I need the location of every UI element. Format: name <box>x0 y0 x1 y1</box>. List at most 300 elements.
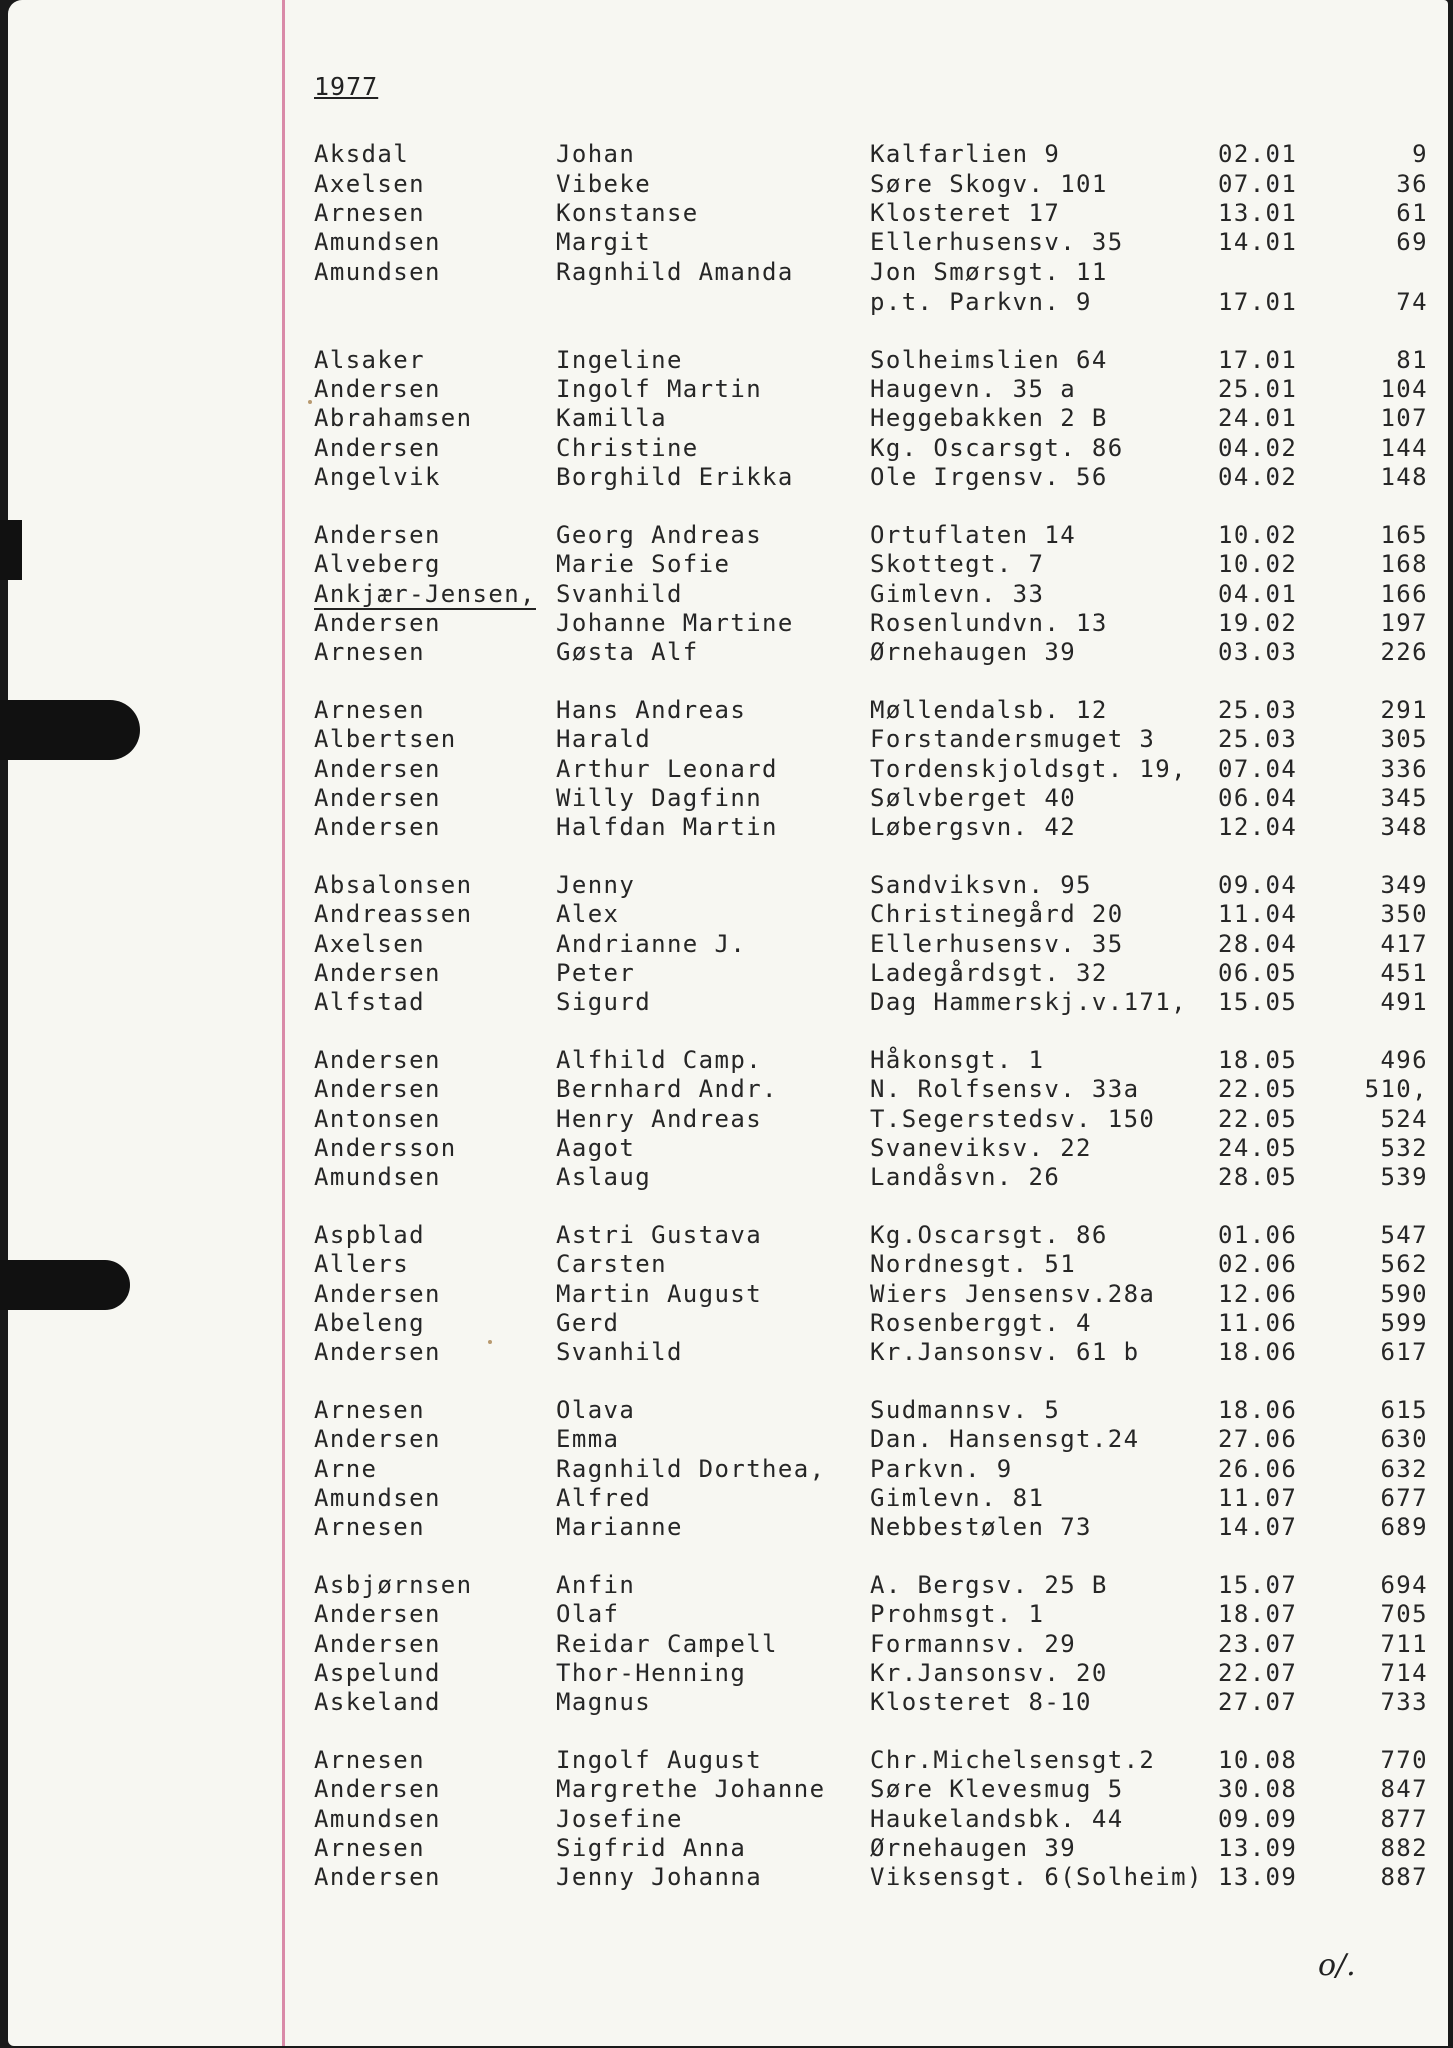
entry-number: 524 <box>1380 1105 1428 1133</box>
register-row <box>8 140 1448 170</box>
entry-number: 349 <box>1380 871 1428 899</box>
register-row <box>8 258 1448 288</box>
date: 10.02 <box>1218 550 1298 578</box>
given-name: Magnus <box>556 1688 652 1716</box>
entry-number: 451 <box>1380 959 1428 987</box>
given-name: Aagot <box>556 1134 636 1162</box>
address: Formannsv. 29 <box>870 1630 1077 1658</box>
entry-number: 148 <box>1380 463 1428 491</box>
register-row <box>8 170 1448 200</box>
given-name: Henry Andreas <box>556 1105 763 1133</box>
entry-number: 599 <box>1380 1309 1428 1337</box>
address: Kalfarlien 9 <box>870 140 1061 168</box>
given-name: Harald <box>556 725 652 753</box>
date: 06.05 <box>1218 959 1298 987</box>
address: Forstandersmuget 3 <box>870 725 1156 753</box>
surname: Arnesen <box>314 638 425 666</box>
given-name: Arthur Leonard <box>556 755 778 783</box>
given-name: Sigfrid Anna <box>556 1834 747 1862</box>
given-name: Ingolf Martin <box>556 375 763 403</box>
date: 11.04 <box>1218 900 1298 928</box>
given-name: Margrethe Johanne <box>556 1775 826 1803</box>
register-row <box>8 1075 1448 1105</box>
address: Nebbestølen 73 <box>870 1513 1092 1541</box>
date: 13.09 <box>1218 1863 1298 1891</box>
register-row <box>8 725 1448 755</box>
register-row <box>8 1513 1448 1543</box>
entry-number: 291 <box>1380 696 1428 724</box>
address: Ladegårdsgt. 32 <box>870 959 1108 987</box>
register-row <box>8 580 1448 610</box>
entry-number: 887 <box>1380 1863 1428 1891</box>
surname: Andreassen <box>314 900 473 928</box>
address: Skottegt. 7 <box>870 550 1045 578</box>
surname: Andersen <box>314 1338 441 1366</box>
register-row <box>8 1571 1448 1601</box>
register-row <box>8 1134 1448 1164</box>
address: Svaneviksv. 22 <box>870 1134 1092 1162</box>
address: Parkvn. 9 <box>870 1455 1013 1483</box>
given-name: Jenny Johanna <box>556 1863 763 1891</box>
register-row <box>8 1338 1448 1368</box>
surname: Andersen <box>314 1863 441 1891</box>
date: 07.04 <box>1218 755 1298 783</box>
entry-number: 847 <box>1380 1775 1428 1803</box>
register-row <box>8 463 1448 493</box>
date: 22.05 <box>1218 1075 1298 1103</box>
entry-number: 705 <box>1380 1600 1428 1628</box>
register-row <box>8 988 1448 1018</box>
date: 15.07 <box>1218 1571 1298 1599</box>
register-row <box>8 1659 1448 1689</box>
register-row <box>8 1163 1448 1193</box>
date: 03.03 <box>1218 638 1298 666</box>
date: 25.03 <box>1218 696 1298 724</box>
entry-number: 74 <box>1396 288 1428 316</box>
register-row <box>8 1425 1448 1455</box>
date: 02.06 <box>1218 1250 1298 1278</box>
address: Dag Hammerskj.v.171, <box>870 988 1187 1016</box>
date: 04.02 <box>1218 463 1298 491</box>
surname: Aspelund <box>314 1659 441 1687</box>
date: 12.06 <box>1218 1280 1298 1308</box>
entry-number: 877 <box>1380 1805 1428 1833</box>
register-row <box>8 228 1448 258</box>
register-row <box>8 871 1448 901</box>
date: 10.08 <box>1218 1746 1298 1774</box>
date: 09.04 <box>1218 871 1298 899</box>
register-row <box>8 813 1448 843</box>
given-name: Reidar Campell <box>556 1630 778 1658</box>
address: Ørnehaugen 39 <box>870 638 1077 666</box>
surname: Andersen <box>314 1600 441 1628</box>
address: Rosenlundvn. 13 <box>870 609 1108 637</box>
surname: Amundsen <box>314 258 441 286</box>
address: Sølvberget 40 <box>870 784 1077 812</box>
given-name: Ragnhild Amanda <box>556 258 794 286</box>
date: 28.05 <box>1218 1163 1298 1191</box>
surname: Aksdal <box>314 140 410 168</box>
punch-hole <box>0 520 22 580</box>
given-name: Alfred <box>556 1484 652 1512</box>
address: Gimlevn. 33 <box>870 580 1045 608</box>
surname: Andersen <box>314 1046 441 1074</box>
given-name: Olaf <box>556 1600 620 1628</box>
address: Tordenskjoldsgt. 19, <box>870 755 1187 783</box>
register-row <box>8 550 1448 580</box>
register-row <box>8 1863 1448 1893</box>
surname: Asbjørnsen <box>314 1571 473 1599</box>
entry-number: 36 <box>1396 170 1428 198</box>
entry-number: 348 <box>1380 813 1428 841</box>
register-row <box>8 755 1448 785</box>
given-name: Gerd <box>556 1309 620 1337</box>
surname: Arnesen <box>314 1396 425 1424</box>
address: Møllendalsb. 12 <box>870 696 1108 724</box>
register-row <box>8 1309 1448 1339</box>
given-name: Johanne Martine <box>556 609 794 637</box>
register-row <box>8 521 1448 551</box>
address: Landåsvn. 26 <box>870 1163 1061 1191</box>
entry-number: 630 <box>1380 1425 1428 1453</box>
address: Gimlevn. 81 <box>870 1484 1045 1512</box>
given-name: Georg Andreas <box>556 521 763 549</box>
date: 25.01 <box>1218 375 1298 403</box>
register-row <box>8 1221 1448 1251</box>
surname: Arnesen <box>314 199 425 227</box>
surname: Abeleng <box>314 1309 425 1337</box>
date: 19.02 <box>1218 609 1298 637</box>
surname: Alveberg <box>314 550 441 578</box>
register-row <box>8 1455 1448 1485</box>
address: A. Bergsv. 25 B <box>870 1571 1108 1599</box>
address: Solheimslien 64 <box>870 346 1108 374</box>
surname: Absalonsen <box>314 871 473 899</box>
given-name: Konstanse <box>556 199 699 227</box>
date: 28.04 <box>1218 930 1298 958</box>
register-row <box>8 696 1448 726</box>
entry-number: 615 <box>1380 1396 1428 1424</box>
given-name: Hans Andreas <box>556 696 747 724</box>
surname: Andersen <box>314 1280 441 1308</box>
register-row <box>8 1046 1448 1076</box>
register-row <box>8 638 1448 668</box>
date: 18.06 <box>1218 1338 1298 1366</box>
date: 22.07 <box>1218 1659 1298 1687</box>
address: Løbergsvn. 42 <box>870 813 1077 841</box>
surname: Amundsen <box>314 1805 441 1833</box>
entry-number: 532 <box>1380 1134 1428 1162</box>
register-row <box>8 1280 1448 1310</box>
given-name: Alex <box>556 900 620 928</box>
address: Ellerhusensv. 35 <box>870 228 1124 256</box>
address: Håkonsgt. 1 <box>870 1046 1045 1074</box>
date: 26.06 <box>1218 1455 1298 1483</box>
register-row <box>8 1396 1448 1426</box>
date: 17.01 <box>1218 346 1298 374</box>
address: Kg.Oscarsgt. 86 <box>870 1221 1108 1249</box>
entry-number: 590 <box>1380 1280 1428 1308</box>
given-name: Astri Gustava <box>556 1221 763 1249</box>
given-name: Kamilla <box>556 404 667 432</box>
surname: Andersen <box>314 959 441 987</box>
given-name: Carsten <box>556 1250 667 1278</box>
surname: Albertsen <box>314 725 457 753</box>
date: 01.06 <box>1218 1221 1298 1249</box>
surname: Arnesen <box>314 696 425 724</box>
surname: Antonsen <box>314 1105 441 1133</box>
page-year: 1977 <box>314 72 379 101</box>
surname: Andersen <box>314 521 441 549</box>
register-row <box>8 784 1448 814</box>
entry-number: 104 <box>1380 375 1428 403</box>
surname: Abrahamsen <box>314 404 473 432</box>
surname: Askeland <box>314 1688 441 1716</box>
surname: Andersen <box>314 1425 441 1453</box>
given-name: Ragnhild Dorthea, <box>556 1455 826 1483</box>
date: 13.01 <box>1218 199 1298 227</box>
given-name: Peter <box>556 959 636 987</box>
given-name: Olava <box>556 1396 636 1424</box>
entry-number: 81 <box>1396 346 1428 374</box>
address: Ortuflaten 14 <box>870 521 1077 549</box>
entry-number: 882 <box>1380 1834 1428 1862</box>
surname: Axelsen <box>314 930 425 958</box>
given-name: Svanhild <box>556 580 683 608</box>
address: p.t. Parkvn. 9 <box>870 288 1092 316</box>
date: 14.01 <box>1218 228 1298 256</box>
entry-number: 9 <box>1412 140 1428 168</box>
entry-number: 632 <box>1380 1455 1428 1483</box>
entry-number: 61 <box>1396 199 1428 227</box>
date: 30.08 <box>1218 1775 1298 1803</box>
entry-number: 144 <box>1380 434 1428 462</box>
given-name: Willy Dagfinn <box>556 784 763 812</box>
register-row <box>8 609 1448 639</box>
surname: Ankjær-Jensen, <box>314 580 536 608</box>
address: Klosteret 17 <box>870 199 1061 227</box>
address: Wiers Jensensv.28a <box>870 1280 1156 1308</box>
date: 10.02 <box>1218 521 1298 549</box>
given-name: Martin August <box>556 1280 763 1308</box>
register-row <box>8 1484 1448 1514</box>
given-name: Anfin <box>556 1571 636 1599</box>
address: N. Rolfsensv. 33a <box>870 1075 1140 1103</box>
surname: Amundsen <box>314 1484 441 1512</box>
entry-number: 770 <box>1380 1746 1428 1774</box>
given-name: Halfdan Martin <box>556 813 778 841</box>
given-name: Ingolf August <box>556 1746 763 1774</box>
address: Ellerhusensv. 35 <box>870 930 1124 958</box>
address: Ole Irgensv. 56 <box>870 463 1108 491</box>
surname: Alsaker <box>314 346 425 374</box>
given-name: Sigurd <box>556 988 652 1016</box>
entry-number: 226 <box>1380 638 1428 666</box>
surname: Andersen <box>314 755 441 783</box>
entry-number: 689 <box>1380 1513 1428 1541</box>
date: 04.02 <box>1218 434 1298 462</box>
address: Kr.Jansonsv. 61 b <box>870 1338 1140 1366</box>
register-row <box>8 1746 1448 1776</box>
register-row <box>8 1688 1448 1718</box>
date: 17.01 <box>1218 288 1298 316</box>
date: 14.07 <box>1218 1513 1298 1541</box>
address: Kg. Oscarsgt. 86 <box>870 434 1124 462</box>
given-name: Alfhild Camp. <box>556 1046 763 1074</box>
register-row <box>8 959 1448 989</box>
date: 02.01 <box>1218 140 1298 168</box>
register-row <box>8 930 1448 960</box>
address: Søre Klevesmug 5 <box>870 1775 1124 1803</box>
register-row <box>8 1250 1448 1280</box>
date: 12.04 <box>1218 813 1298 841</box>
address: Sudmannsv. 5 <box>870 1396 1061 1424</box>
given-name: Christine <box>556 434 699 462</box>
given-name: Marianne <box>556 1513 683 1541</box>
surname: Andersen <box>314 784 441 812</box>
address: Dan. Hansensgt.24 <box>870 1425 1140 1453</box>
entry-number: 107 <box>1380 404 1428 432</box>
entry-number: 197 <box>1380 609 1428 637</box>
given-name: Svanhild <box>556 1338 683 1366</box>
surname: Andersen <box>314 434 441 462</box>
entry-number: 345 <box>1380 784 1428 812</box>
entry-number: 496 <box>1380 1046 1428 1074</box>
surname: Angelvik <box>314 463 441 491</box>
entry-number: 168 <box>1380 550 1428 578</box>
register-row <box>8 1630 1448 1660</box>
date: 18.07 <box>1218 1600 1298 1628</box>
given-name: Aslaug <box>556 1163 652 1191</box>
entry-number: 336 <box>1380 755 1428 783</box>
date: 24.05 <box>1218 1134 1298 1162</box>
given-name: Vibeke <box>556 170 652 198</box>
register-row <box>8 346 1448 376</box>
surname: Aspblad <box>314 1221 425 1249</box>
entry-number: 617 <box>1380 1338 1428 1366</box>
surname: Amundsen <box>314 228 441 256</box>
surname: Amundsen <box>314 1163 441 1191</box>
given-name: Thor-Henning <box>556 1659 747 1687</box>
entry-number: 733 <box>1380 1688 1428 1716</box>
document-page <box>8 0 1448 2046</box>
entry-number: 166 <box>1380 580 1428 608</box>
entry-number: 165 <box>1380 521 1428 549</box>
given-name: Gøsta Alf <box>556 638 699 666</box>
address: Rosenberggt. 4 <box>870 1309 1092 1337</box>
date: 04.01 <box>1218 580 1298 608</box>
entry-number: 714 <box>1380 1659 1428 1687</box>
date: 18.06 <box>1218 1396 1298 1424</box>
address: Nordnesgt. 51 <box>870 1250 1077 1278</box>
date: 18.05 <box>1218 1046 1298 1074</box>
date: 13.09 <box>1218 1834 1298 1862</box>
punch-hole <box>0 700 140 760</box>
entry-number: 417 <box>1380 930 1428 958</box>
entry-number: 350 <box>1380 900 1428 928</box>
surname: Arnesen <box>314 1834 425 1862</box>
date: 23.07 <box>1218 1630 1298 1658</box>
date: 27.07 <box>1218 1688 1298 1716</box>
register-row <box>8 1775 1448 1805</box>
entry-number: 677 <box>1380 1484 1428 1512</box>
given-name: Margit <box>556 228 652 256</box>
given-name: Jenny <box>556 871 636 899</box>
address: Ørnehaugen 39 <box>870 1834 1077 1862</box>
register-row <box>8 375 1448 405</box>
given-name: Josefine <box>556 1805 683 1833</box>
date: 09.09 <box>1218 1805 1298 1833</box>
register-row <box>8 199 1448 229</box>
register-row <box>8 434 1448 464</box>
paper-spot <box>308 400 312 404</box>
surname: Andersen <box>314 609 441 637</box>
register-row <box>8 900 1448 930</box>
entry-number: 539 <box>1380 1163 1428 1191</box>
date: 11.06 <box>1218 1309 1298 1337</box>
date: 22.05 <box>1218 1105 1298 1133</box>
surname: Arnesen <box>314 1746 425 1774</box>
given-name: Borghild Erikka <box>556 463 794 491</box>
date: 15.05 <box>1218 988 1298 1016</box>
given-name: Marie Sofie <box>556 550 731 578</box>
date: 06.04 <box>1218 784 1298 812</box>
address: Viksensgt. 6(Solheim) <box>870 1863 1203 1891</box>
address: Klosteret 8-10 <box>870 1688 1092 1716</box>
paper-spot <box>488 1340 492 1344</box>
surname: Andersen <box>314 375 441 403</box>
surname: Andersen <box>314 813 441 841</box>
surname: Axelsen <box>314 170 425 198</box>
register-row <box>8 1834 1448 1864</box>
signature-mark: o/. <box>1318 1948 1356 1983</box>
entry-number: 510, <box>1364 1075 1428 1103</box>
register-row <box>8 288 1448 318</box>
date: 27.06 <box>1218 1425 1298 1453</box>
address: Jon Smørsgt. 11 <box>870 258 1108 286</box>
register-row <box>8 1805 1448 1835</box>
register-row <box>8 1105 1448 1135</box>
surname: Andersson <box>314 1134 457 1162</box>
entry-number: 711 <box>1380 1630 1428 1658</box>
address: Heggebakken 2 B <box>870 404 1108 432</box>
date: 11.07 <box>1218 1484 1298 1512</box>
address: Haugevn. 35 a <box>870 375 1077 403</box>
given-name: Ingeline <box>556 346 683 374</box>
punch-hole <box>0 1260 130 1310</box>
address: Sandviksvn. 95 <box>870 871 1092 899</box>
address: T.Segerstedsv. 150 <box>870 1105 1156 1133</box>
given-name: Andrianne J. <box>556 930 747 958</box>
given-name: Bernhard Andr. <box>556 1075 778 1103</box>
address: Chr.Michelsensgt.2 <box>870 1746 1156 1774</box>
entry-number: 562 <box>1380 1250 1428 1278</box>
given-name: Johan <box>556 140 636 168</box>
surname: Andersen <box>314 1775 441 1803</box>
surname: Andersen <box>314 1075 441 1103</box>
address: Prohmsgt. 1 <box>870 1600 1045 1628</box>
register-row <box>8 1600 1448 1630</box>
date: 07.01 <box>1218 170 1298 198</box>
entry-number: 491 <box>1380 988 1428 1016</box>
address: Haukelandsbk. 44 <box>870 1805 1124 1833</box>
address: Christinegård 20 <box>870 900 1124 928</box>
address: Søre Skogv. 101 <box>870 170 1108 198</box>
date: 25.03 <box>1218 725 1298 753</box>
surname: Allers <box>314 1250 410 1278</box>
surname: Alfstad <box>314 988 425 1016</box>
entry-number: 547 <box>1380 1221 1428 1249</box>
